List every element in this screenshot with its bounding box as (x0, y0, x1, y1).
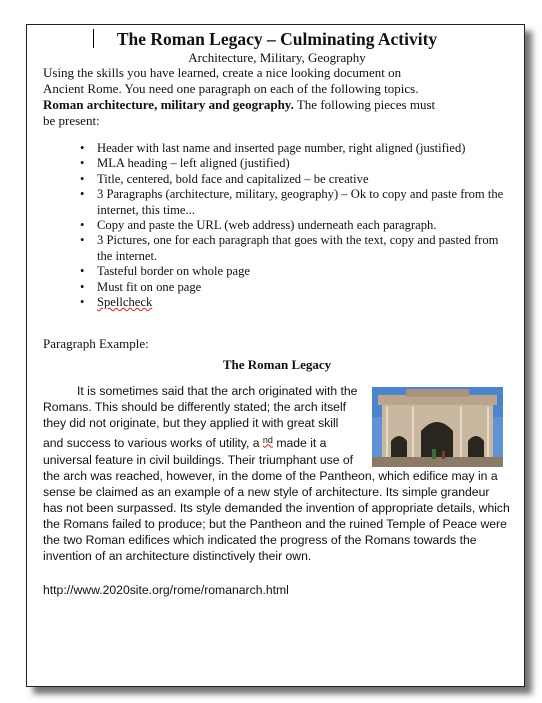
example-title: The Roman Legacy (222, 357, 332, 373)
example-text-part-a: It is sometimes said that the arch originated with the Romans. This should be differently stated; the arch itself they did not originate, but they applied it with great skill and success to various works of utility, a (43, 384, 358, 451)
list-item: • Header with last name and inserted page number, right aligned (justified) (97, 141, 511, 156)
spellcheck-flagged-word[interactable]: Spellcheck (97, 295, 153, 310)
example-paragraph (43, 383, 511, 597)
document-content[interactable] (43, 27, 511, 598)
list-item: • 3 Paragraphs (architecture, military, geography) – Ok to copy and paste from the internet, this time... (97, 187, 511, 218)
arch-of-constantine-image[interactable] (372, 387, 503, 467)
intro-line-2: Ancient Rome. You need one paragraph on each of the following topics. (43, 81, 419, 96)
intro-bold-topics: Roman architecture, military and geography. (43, 97, 294, 112)
list-item: • Must fit on one page (97, 280, 511, 295)
list-item: • 3 Pictures, one for each paragraph that goes with the text, copy and pasted from the internet. (97, 233, 511, 264)
source-url: http://www.2020site.org/rome/romanarch.html (43, 582, 289, 597)
page-subtitle: Architecture, Military, Geography (188, 50, 366, 65)
example-text-part-b: made it a universal feature in civil buildings. Their triumphant use of the arch was reached, however, in the dome of the Pantheon, which edifice may in a sense be claimed as an example of a new style of architecture. Its simple grandeur has not been surpassed. Its style demanded the invention of appropriate details, which the Romans failed to produce; but the Pantheon and the ruined Temple of Peace were the two Roman edifices which indicated the progress of the Romans towards the invention of an architecture distinctively their own. (43, 436, 510, 563)
list-item: • Copy and paste the URL (web address) underneath each paragraph. (97, 218, 511, 233)
intro-line-1: Using the skills you have learned, create a nice looking document on (43, 65, 402, 80)
intro-paragraph (43, 65, 511, 129)
list-item: • Title, centered, bold face and capitalized – be creative (97, 172, 511, 187)
spellcheck-flagged-nd[interactable]: nd (262, 434, 273, 445)
paragraph-example-label: Paragraph Example: (43, 336, 149, 352)
intro-line-3-rest: The following pieces must (293, 97, 436, 112)
requirements-list (43, 141, 511, 310)
document-page (26, 24, 525, 687)
page-title: The Roman Legacy – Culminating Activity (116, 29, 438, 49)
intro-line-4: be present: (43, 113, 100, 128)
list-item: • MLA heading – left aligned (justified) (97, 156, 511, 171)
list-item: • Tasteful border on whole page (97, 264, 511, 279)
list-item (97, 295, 511, 310)
